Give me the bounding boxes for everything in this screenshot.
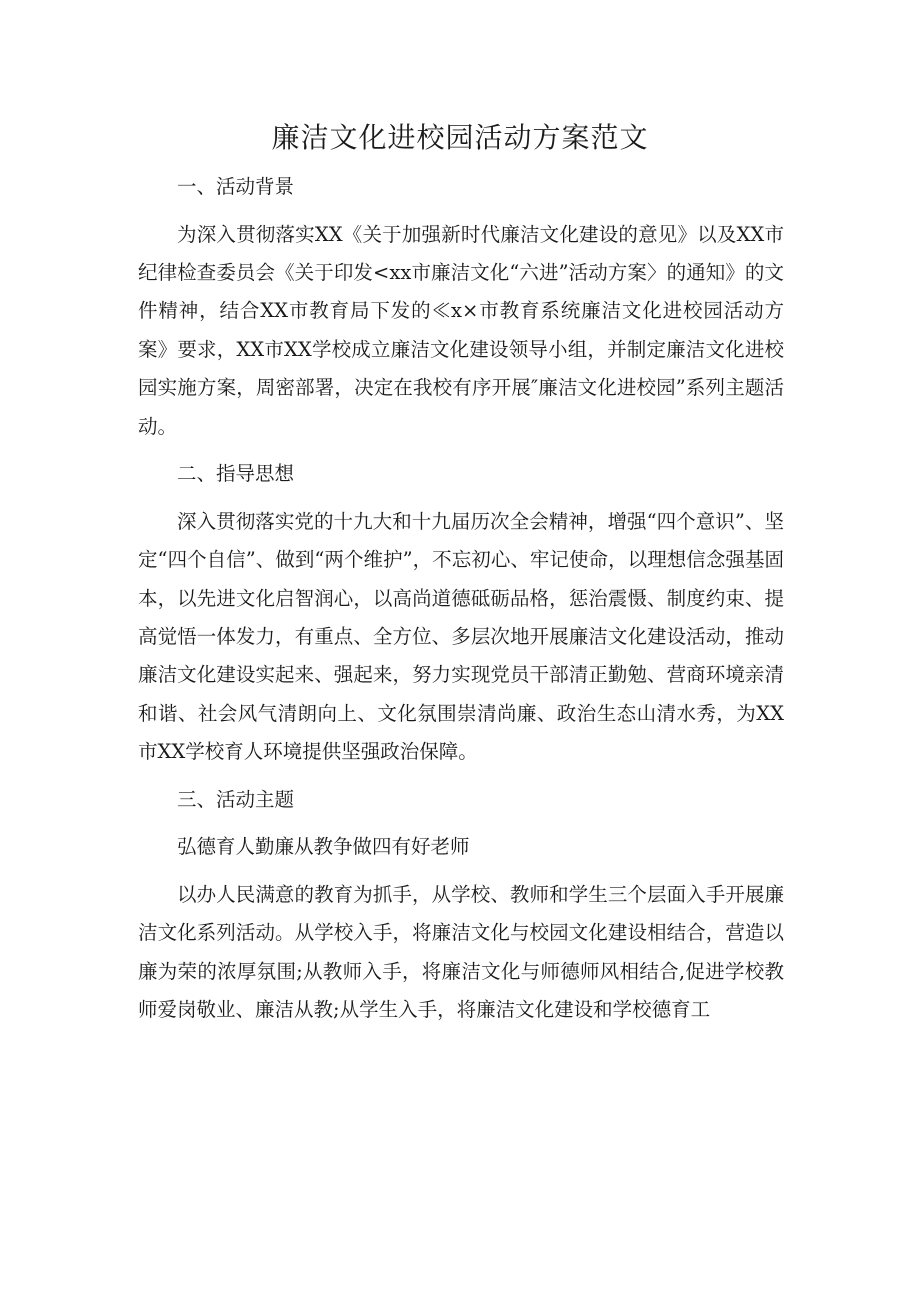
document-body [138,168,784,1039]
paragraph-background: 为深入贯彻落实XX《关于加强新时代廉洁文化建设的意见》以及XX市纪律检查委员会《关于印发<xx市廉洁文化“六进”活动方案〉的通知》的文件精神，结合XX市教育局下发的≪x×市教育系统廉洁文化进校园活动方案》要求，XX市XX学校成立廉洁文化建设领导小组，并制定廉洁文化进校园实施方案，周密部署，决定在我校有序开展″廉洁文化进校园”系列主题活动。 [138,222,784,438]
section-heading-theme: 三、活动主题 [177,787,295,811]
document-title: 廉洁文化进校园活动方案范文 [271,121,649,154]
theme-slogan: 弘德育人勤廉从教争做四有好老师 [177,835,470,859]
section-heading-guiding-ideology: 二、指导思想 [177,462,295,486]
paragraph-guiding-ideology: 深入贯彻落实党的十九大和十九届历次全会精神，增强“四个意识”、坚定“四个自信”、做到“两个维护”，不忘初心、牢记使命，以理想信念强基固本，以先进文化启智润心，以高尚道德砥砺品格，惩治震慑、制度约束、提高觉悟一体发力，有重点、全方位、多层次地开展廉洁文化建设活动，推动廉洁文化建设实起来、强起来，努力实现党员干部清正勤勉、营商环境亲清和谐、社会风气清朗向上、文化氛围崇清尚廉、政治生态山清水秀，为XX市XX学校育人环境提供坚强政治保障。 [138,509,784,764]
paragraph-theme: 以办人民满意的教育为抓手，从学校、教师和学生三个层面入手开展廉洁文化系列活动。从学校入手，将廉洁文化与校园文化建设相结合，营造以廉为荣的浓厚氛围;从教师入手，将廉洁文化与师德师风相结合,促进学校教师爱岗敬业、廉洁从教;从学生入手，将廉洁文化建设和学校德育工 [138,883,784,1022]
section-heading-background: 一、活动背景 [177,175,295,198]
